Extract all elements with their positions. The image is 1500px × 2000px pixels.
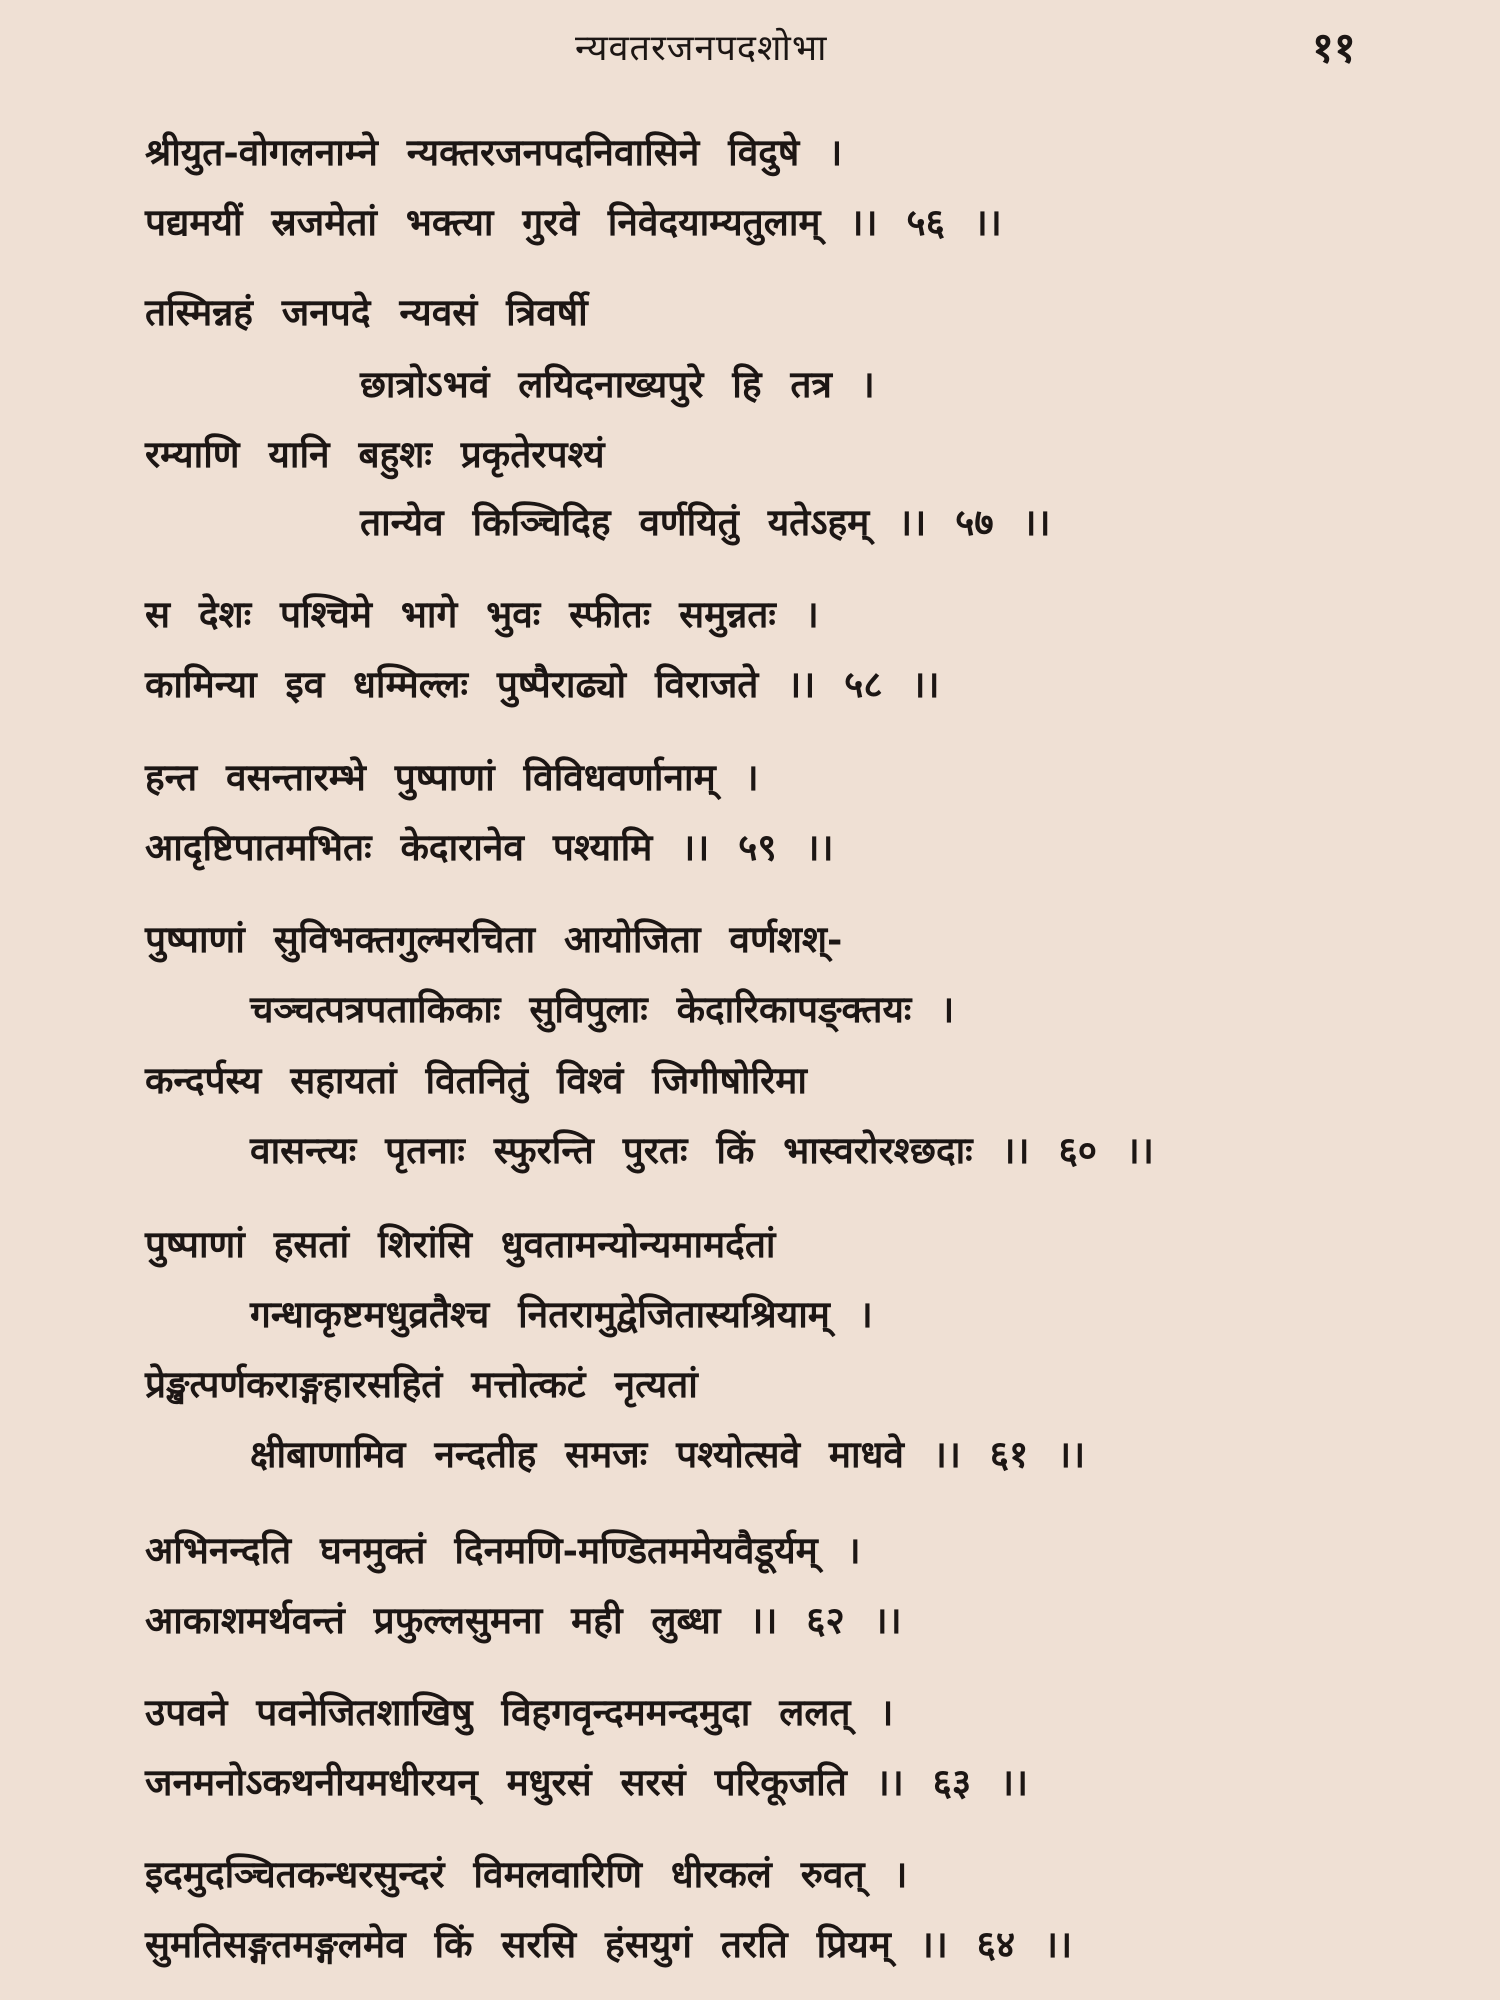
verse-line: कामिन्या इव धम्मिल्लः पुष्पैराढ्यो विराजते ।। ५८ ।। — [145, 662, 940, 706]
verse-line: क्षीबाणामिव नन्दतीह समजः पश्योत्सवे माधवे ।। ६१ ।। — [250, 1432, 1086, 1476]
verse-line: तान्येव किञ्चिदिह वर्णयितुं यतेऽहम् ।। ५७ ।। — [360, 500, 1051, 544]
page-number: ११ — [1312, 23, 1356, 72]
verse-line: रम्याणि यानि बहुशः प्रकृतेरपश्यं — [145, 432, 605, 476]
verse-line: कन्दर्पस्य सहायतां वितनितुं विश्वं जिगीषोरिमा — [145, 1058, 808, 1102]
running-head: न्यवतरजनपदशोभा — [575, 28, 828, 69]
verse-line: श्रीयुत-वोगलनाम्ने न्यक्तरजनपदनिवासिने विदुषे । — [145, 130, 843, 174]
verse-line: प्रेङ्खत्पर्णकराङ्गहारसहितं मत्तोत्कटं नृत्यतां — [145, 1362, 698, 1406]
verse-line: पुष्पाणां हसतां शिरांसि धुवतामन्योन्यमामर्दतां — [145, 1222, 776, 1266]
verse-line: जनमनोऽकथनीयमधीरयन् मधुरसं सरसं परिकूजति ।। ६३ ।। — [145, 1760, 1029, 1804]
verse-line: अभिनन्दति घनमुक्तं दिनमणि-मण्डितममेयवैडूर्यम् । — [145, 1528, 861, 1572]
verse-line: आदृष्टिपातमभितः केदारानेव पश्यामि ।। ५९ ।। — [145, 825, 834, 869]
verse-line: आकाशमर्थवन्तं प्रफुल्लसुमना मही लुब्धा ।। ६२ ।। — [145, 1598, 902, 1642]
verse-line: गन्धाकृष्टमधुव्रतैश्च नितरामुद्वेजितास्यश्रियाम् । — [250, 1292, 873, 1336]
verse-line: तस्मिन्नहं जनपदे न्यवसं त्रिवर्षी — [145, 290, 588, 334]
verse-line: इदमुदञ्चितकन्धरसुन्दरं विमलवारिणि धीरकलं रुवत् । — [145, 1852, 908, 1896]
verse-line: पुष्पाणां सुविभक्तगुल्मरचिता आयोजिता वर्णशश्- — [145, 917, 843, 961]
verse-line: छात्रोऽभवं लयिदनाख्यपुरे हि तत्र । — [360, 362, 875, 406]
verse-line: उपवने पवनेजितशाखिषु विहगवृन्दममन्दमुदा ललत् । — [145, 1690, 894, 1734]
verse-line: चञ्चत्पत्रपताकिकाः सुविपुलाः केदारिकापङ्क्तयः । — [250, 987, 955, 1031]
verse-line: हन्त वसन्तारम्भे पुष्पाणां विविधवर्णानाम् । — [145, 755, 759, 799]
verse-line: स देशः पश्चिमे भागे भुवः स्फीतः समुन्नतः । — [145, 592, 819, 636]
verse-line: पद्यमयीं स्रजमेतां भक्त्या गुरवे निवेदयाम्यतुलाम् ।। ५६ ।। — [145, 200, 1002, 244]
verse-line: सुमतिसङ्गतमङ्गलमेव किं सरसि हंसयुगं तरति प्रियम् ।। ६४ ।। — [145, 1922, 1073, 1966]
verse-line: वासन्त्यः पृतनाः स्फुरन्ति पुरतः किं भास्वरोरश्छदाः ।। ६० ।। — [250, 1128, 1154, 1172]
